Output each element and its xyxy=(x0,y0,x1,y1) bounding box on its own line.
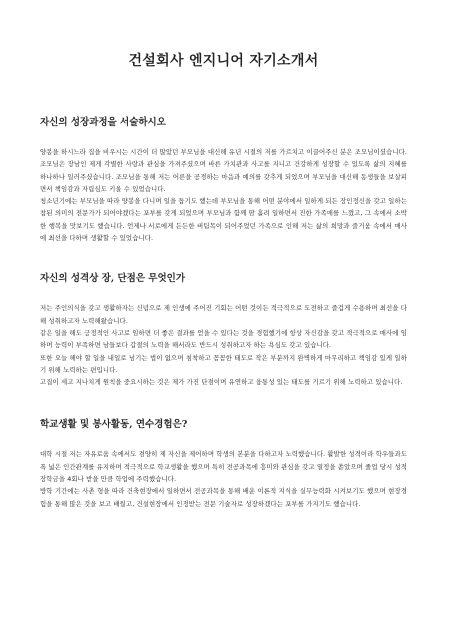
paragraph: 청소년기에는 부모님을 따라 양봉을 다니며 일을 돕기도 했는데 부모님을 통해 어떤 분야에서 일하게 되든 장인정신을 갖고 일하는 참된 의미의 전문가가 되어야겠다는 포부를 갖게 되었으며 부모님과 함께 땀 흘려 일하면서 진한 가족애를 느꼈고, 그 속에서 소박한 행복을 맛보기도 했습니다. 언제나 서로에게 든든한 버팀목이 되어주었던 가족으로 인해 저는 삶의 희망과 즐거움 속에서 매사에 최선을 다하며 생활할 수 있었습니다. xyxy=(40,197,407,243)
paragraph: 또한 오늘 해야 할 일을 내일로 넘기는 법이 없으며 침착하고 꼼꼼한 태도로 작은 부분까지 완벽하게 마무리하고 책임감 있게 일하기 위해 노력하는 편입니다. xyxy=(40,353,407,374)
section-body-growth xyxy=(40,146,407,244)
paragraph: 고집이 세고 지나치게 원칙을 중요시하는 것은 제가 가진 단점이며 유연하고 융통성 있는 태도를 기르기 위해 노력하고 있습니다. xyxy=(40,378,403,387)
section-heading-personality: 자신의 성격상 장, 단점은 무엇인가 xyxy=(40,273,186,285)
section-body-personality xyxy=(40,302,407,388)
paragraph: 저는 주인의식을 갖고 생활하자는 신념으로 제 인생에 주어진 기회는 어떤 것이든 적극적으로 도전하고 즐겁게 수용하며 최선을 다해 성취하고자 노력해왔습니다. xyxy=(40,304,407,325)
document-title: 건설회사 엔지니어 자기소개서 xyxy=(128,53,319,69)
paragraph: 대학 시절 저는 자유로움 속에서도 겸양히 제 자신을 제어하며 학생의 본분을 다하고자 노력했습니다. 활발한 성격이라 학우들과도 폭 넓은 인간관계를 유지하며 적극적으로 학교생활을 했으며 특히 전공과목에 흥미와 관심을 갖고 열정을 쏟았으며 졸업 당시 성적장학금을 4회나 받을 만큼 학업에 주력했습니다. xyxy=(40,450,407,484)
section-heading-growth: 자신의 성장과정을 서술하시오 xyxy=(40,117,166,128)
section-heading-school-life: 학교생활 및 봉사활동, 연수경험은? xyxy=(40,419,188,431)
paragraph: 양봉을 하시느라 집을 비우시는 시간이 더 많았던 부모님을 대신해 유년 시절의 저를 가르치고 이끌어주신 분은 조모님이셨습니다. 조모님은 장남인 제게 각별한 사랑과 관심을 가져주셨으며 바른 가치관과 사고를 지니고 건강하게 성장할 수 있도록 삶의 지혜를 하나하나 일러주셨습니다. 조모님을 통해 저는 어른을 공경하는 마음과 예의를 갖추게 되었으며 부모님을 대신해 동생들을 보살피면서 책임감과 자립심도 키울 수 있었습니다. xyxy=(40,148,407,193)
section-body-school-life xyxy=(40,448,407,509)
paragraph: 같은 일을 해도 긍정적인 사고로 임하면 더 좋은 결과를 얻을 수 있다는 것을 경험했기에 항상 자신감을 갖고 적극적으로 매사에 임하며 능력이 부족하면 남들보다 갑절의 노력을 해서라도 반드시 성취하고자 하는 욕심도 갖고 있습니다. xyxy=(40,328,407,350)
paragraph: 방학 기간에는 사촌 형을 따라 건축현장에서 일하면서 전공과목을 통해 배운 이론적 지식을 실무능력화 시켜보기도 했으며 현장경험을 통해 많은 것을 보고 배웠고, 건설현장에서 인정받는 전문 기술자로 성장하겠다는 포부를 가지기도 했습니다. xyxy=(40,487,407,508)
